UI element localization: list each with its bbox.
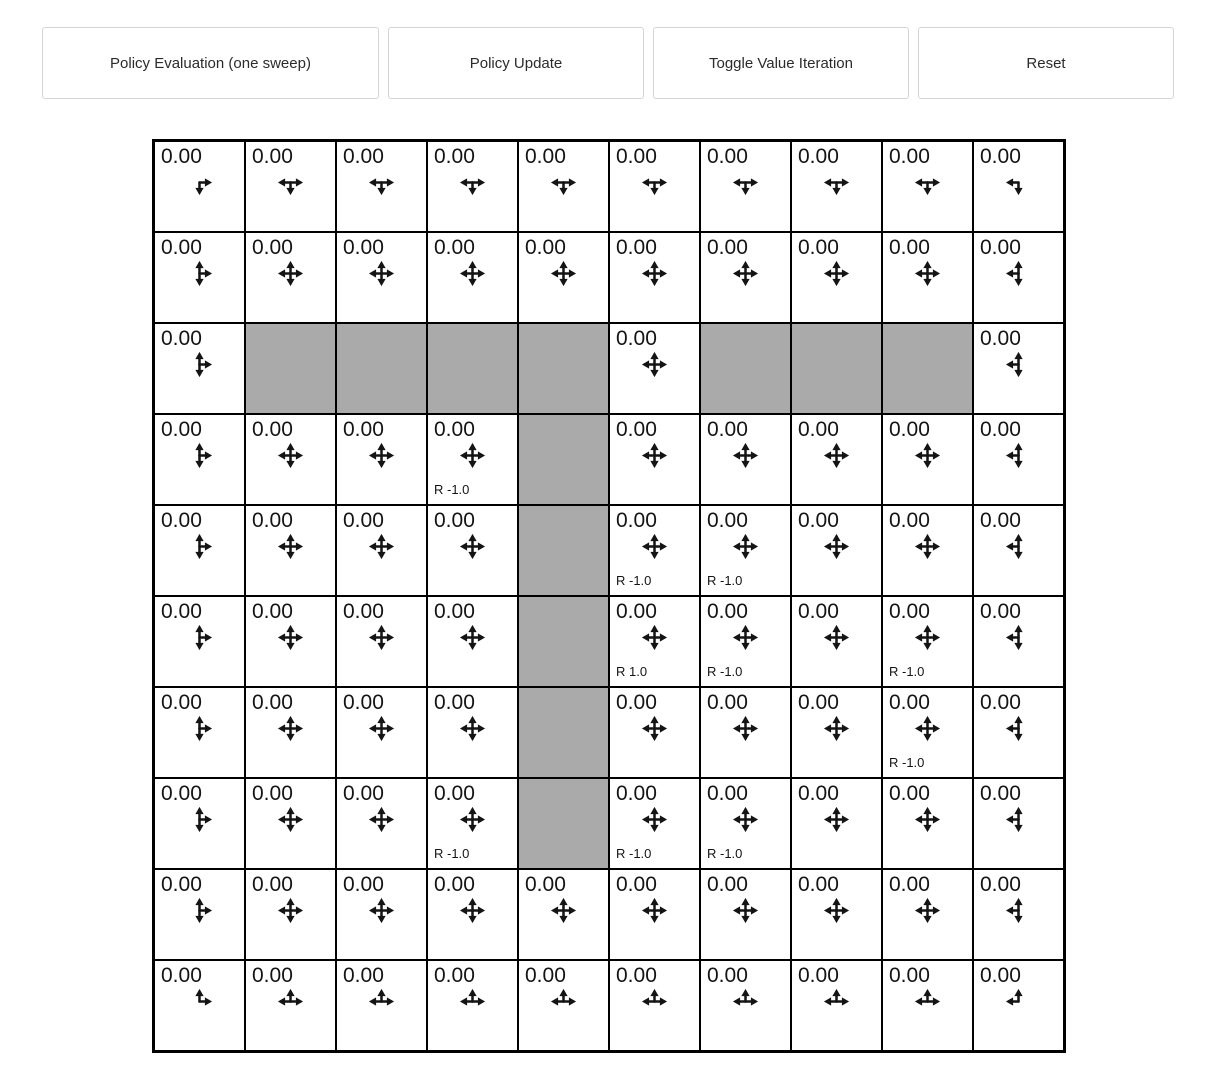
cell-value: 0.00 (616, 145, 657, 168)
arrow-up-down-left-right-icon (641, 260, 668, 287)
grid-cell-r1c0[interactable] (154, 232, 245, 323)
cell-value: 0.00 (161, 964, 202, 987)
cell-value: 0.00 (707, 145, 748, 168)
grid-cell-r0c6[interactable] (700, 141, 791, 232)
arrow-up-down-left-right-icon (641, 806, 668, 833)
cell-value: 0.00 (434, 964, 475, 987)
cell-value: 0.00 (980, 418, 1021, 441)
grid-cell-r7c2[interactable] (336, 778, 427, 869)
grid-cell-r6c8[interactable] (882, 687, 973, 778)
arrow-up-down-left-right-icon (823, 533, 850, 560)
cell-reward-label: R -1.0 (707, 573, 743, 588)
cell-value: 0.00 (434, 691, 475, 714)
cell-value: 0.00 (889, 691, 930, 714)
cell-value: 0.00 (980, 964, 1021, 987)
cell-value: 0.00 (434, 145, 475, 168)
wall-cell-r2c1 (245, 323, 336, 414)
toggle-value-iteration-button[interactable]: Toggle Value Iteration (653, 27, 909, 99)
arrow-up-down-left-right-icon (641, 715, 668, 742)
grid-cell-r1c3[interactable] (427, 232, 518, 323)
cell-value: 0.00 (616, 509, 657, 532)
grid-cell-r1c5[interactable] (609, 232, 700, 323)
grid-cell-r4c3[interactable] (427, 505, 518, 596)
grid-cell-r2c0[interactable] (154, 323, 245, 414)
cell-value: 0.00 (798, 964, 839, 987)
arrow-left-right-up-icon (823, 988, 850, 1015)
policy-evaluation-button[interactable]: Policy Evaluation (one sweep) (42, 27, 379, 99)
cell-value: 0.00 (252, 873, 293, 896)
cell-value: 0.00 (252, 509, 293, 532)
cell-value: 0.00 (707, 782, 748, 805)
wall-cell-r7c4 (518, 778, 609, 869)
grid-cell-r1c7[interactable] (791, 232, 882, 323)
cell-value: 0.00 (889, 418, 930, 441)
cell-value: 0.00 (889, 964, 930, 987)
grid-cell-r4c7[interactable] (791, 505, 882, 596)
grid-cell-r1c1[interactable] (245, 232, 336, 323)
arrow-up-down-left-right-icon (732, 624, 759, 651)
cell-value: 0.00 (616, 600, 657, 623)
grid-cell-r8c6[interactable] (700, 869, 791, 960)
cell-reward-label: R -1.0 (434, 482, 470, 497)
cell-value: 0.00 (434, 509, 475, 532)
arrow-left-down-icon (1005, 169, 1032, 196)
cell-value: 0.00 (252, 418, 293, 441)
cell-value: 0.00 (980, 691, 1021, 714)
arrow-up-down-left-right-icon (459, 715, 486, 742)
arrow-up-down-left-icon (1005, 806, 1032, 833)
arrow-up-down-left-icon (1005, 351, 1032, 378)
cell-value: 0.00 (434, 236, 475, 259)
wall-cell-r6c4 (518, 687, 609, 778)
arrow-up-down-left-right-icon (641, 442, 668, 469)
grid-cell-r0c2[interactable] (336, 141, 427, 232)
arrow-left-right-down-icon (914, 169, 941, 196)
arrow-up-down-left-icon (1005, 533, 1032, 560)
arrow-up-down-left-right-icon (914, 624, 941, 651)
cell-reward-label: R 1.0 (616, 664, 648, 679)
arrow-up-down-left-right-icon (732, 442, 759, 469)
cell-value: 0.00 (161, 145, 202, 168)
cell-value: 0.00 (707, 964, 748, 987)
grid-cell-r9c6[interactable] (700, 960, 791, 1051)
arrow-up-down-left-right-icon (368, 624, 395, 651)
arrow-up-down-left-right-icon (823, 260, 850, 287)
grid-cell-r0c5[interactable] (609, 141, 700, 232)
cell-value: 0.00 (798, 691, 839, 714)
arrow-up-down-right-icon (186, 351, 213, 378)
arrow-up-down-left-icon (1005, 897, 1032, 924)
wall-cell-r2c7 (791, 323, 882, 414)
arrow-up-down-right-icon (186, 442, 213, 469)
arrow-up-down-left-right-icon (368, 806, 395, 833)
arrow-up-down-left-right-icon (368, 715, 395, 742)
cell-value: 0.00 (707, 418, 748, 441)
grid-cell-r5c6[interactable] (700, 596, 791, 687)
arrow-left-right-up-icon (277, 988, 304, 1015)
grid-cell-r9c5[interactable] (609, 960, 700, 1051)
cell-value: 0.00 (343, 418, 384, 441)
arrow-up-down-right-icon (186, 715, 213, 742)
cell-value: 0.00 (616, 782, 657, 805)
grid-cell-r5c2[interactable] (336, 596, 427, 687)
cell-value: 0.00 (707, 509, 748, 532)
cell-value: 0.00 (161, 600, 202, 623)
arrow-up-right-icon (186, 988, 213, 1015)
cell-reward-label: R -1.0 (889, 664, 925, 679)
cell-value: 0.00 (980, 782, 1021, 805)
arrow-left-right-up-icon (368, 988, 395, 1015)
grid-cell-r6c0[interactable] (154, 687, 245, 778)
cell-value: 0.00 (252, 782, 293, 805)
arrow-up-down-right-icon (186, 806, 213, 833)
grid-cell-r9c4[interactable] (518, 960, 609, 1051)
cell-value: 0.00 (343, 964, 384, 987)
arrow-up-down-left-right-icon (368, 533, 395, 560)
grid-cell-r8c0[interactable] (154, 869, 245, 960)
grid-cell-r7c3[interactable] (427, 778, 518, 869)
arrow-left-right-up-icon (641, 988, 668, 1015)
grid-cell-r6c2[interactable] (336, 687, 427, 778)
arrow-left-right-up-icon (732, 988, 759, 1015)
cell-value: 0.00 (889, 782, 930, 805)
cell-value: 0.00 (252, 964, 293, 987)
cell-value: 0.00 (707, 600, 748, 623)
arrow-up-down-right-icon (186, 624, 213, 651)
grid-cell-r9c2[interactable] (336, 960, 427, 1051)
wall-cell-r2c2 (336, 323, 427, 414)
wall-cell-r4c4 (518, 505, 609, 596)
arrow-up-down-left-right-icon (459, 442, 486, 469)
cell-value: 0.00 (980, 600, 1021, 623)
cell-value: 0.00 (525, 145, 566, 168)
arrow-left-right-down-icon (277, 169, 304, 196)
grid-cell-r9c0[interactable] (154, 960, 245, 1051)
arrow-up-down-left-right-icon (459, 624, 486, 651)
grid-cell-r0c1[interactable] (245, 141, 336, 232)
cell-value: 0.00 (161, 509, 202, 532)
cell-value: 0.00 (343, 145, 384, 168)
arrow-up-down-left-right-icon (550, 260, 577, 287)
grid-cell-r9c8[interactable] (882, 960, 973, 1051)
arrow-left-right-up-icon (914, 988, 941, 1015)
cell-value: 0.00 (161, 236, 202, 259)
grid-cell-r2c5[interactable] (609, 323, 700, 414)
arrow-up-down-left-right-icon (914, 715, 941, 742)
grid-cell-r5c9[interactable] (973, 596, 1064, 687)
wall-cell-r2c8 (882, 323, 973, 414)
arrow-left-right-down-icon (823, 169, 850, 196)
cell-reward-label: R -1.0 (616, 573, 652, 588)
arrow-up-down-left-right-icon (459, 897, 486, 924)
arrow-up-down-left-right-icon (368, 897, 395, 924)
grid-cell-r8c1[interactable] (245, 869, 336, 960)
arrow-up-down-left-right-icon (459, 260, 486, 287)
cell-value: 0.00 (798, 873, 839, 896)
cell-value: 0.00 (889, 873, 930, 896)
cell-value: 0.00 (616, 327, 657, 350)
arrow-up-down-left-right-icon (914, 260, 941, 287)
cell-value: 0.00 (343, 873, 384, 896)
cell-value: 0.00 (616, 964, 657, 987)
grid-cell-r5c5[interactable] (609, 596, 700, 687)
arrow-up-down-left-right-icon (732, 715, 759, 742)
grid-cell-r6c3[interactable] (427, 687, 518, 778)
grid-cell-r3c2[interactable] (336, 414, 427, 505)
grid-cell-r1c9[interactable] (973, 232, 1064, 323)
grid-cell-r0c0[interactable] (154, 141, 245, 232)
cell-value: 0.00 (161, 691, 202, 714)
grid-cell-r3c7[interactable] (791, 414, 882, 505)
arrow-up-down-left-icon (1005, 260, 1032, 287)
arrow-up-down-left-right-icon (277, 533, 304, 560)
cell-value: 0.00 (343, 509, 384, 532)
grid-cell-r5c0[interactable] (154, 596, 245, 687)
grid-cell-r0c7[interactable] (791, 141, 882, 232)
wall-cell-r2c4 (518, 323, 609, 414)
grid-cell-r9c9[interactable] (973, 960, 1064, 1051)
grid-cell-r5c8[interactable] (882, 596, 973, 687)
cell-value: 0.00 (889, 236, 930, 259)
arrow-up-down-left-right-icon (914, 806, 941, 833)
arrow-up-down-left-right-icon (641, 533, 668, 560)
wall-cell-r3c4 (518, 414, 609, 505)
arrow-up-down-left-right-icon (277, 260, 304, 287)
cell-value: 0.00 (980, 873, 1021, 896)
cell-value: 0.00 (161, 327, 202, 350)
grid-cell-r2c9[interactable] (973, 323, 1064, 414)
arrow-up-down-left-right-icon (368, 442, 395, 469)
grid-cell-r8c9[interactable] (973, 869, 1064, 960)
cell-value: 0.00 (798, 509, 839, 532)
grid-cell-r5c7[interactable] (791, 596, 882, 687)
grid-cell-r3c5[interactable] (609, 414, 700, 505)
gridworld-grid (152, 139, 1066, 1053)
grid-cell-r6c5[interactable] (609, 687, 700, 778)
grid-cell-r5c3[interactable] (427, 596, 518, 687)
grid-cell-r8c4[interactable] (518, 869, 609, 960)
arrow-left-right-down-icon (732, 169, 759, 196)
cell-value: 0.00 (889, 600, 930, 623)
cell-value: 0.00 (707, 691, 748, 714)
arrow-up-down-left-right-icon (459, 806, 486, 833)
arrow-up-down-left-right-icon (732, 260, 759, 287)
grid-cell-r8c8[interactable] (882, 869, 973, 960)
arrow-up-down-left-right-icon (823, 715, 850, 742)
grid-cell-r6c1[interactable] (245, 687, 336, 778)
grid-cell-r7c1[interactable] (245, 778, 336, 869)
cell-value: 0.00 (889, 145, 930, 168)
cell-value: 0.00 (343, 236, 384, 259)
cell-value: 0.00 (161, 873, 202, 896)
cell-value: 0.00 (707, 873, 748, 896)
arrow-up-down-right-icon (186, 533, 213, 560)
cell-value: 0.00 (798, 782, 839, 805)
arrow-up-down-left-right-icon (823, 806, 850, 833)
arrow-up-down-left-right-icon (641, 351, 668, 378)
arrow-up-down-left-right-icon (277, 806, 304, 833)
arrow-left-right-up-icon (459, 988, 486, 1015)
cell-value: 0.00 (161, 418, 202, 441)
grid-cell-r6c7[interactable] (791, 687, 882, 778)
arrow-up-down-left-right-icon (823, 442, 850, 469)
wall-cell-r2c3 (427, 323, 518, 414)
cell-value: 0.00 (434, 600, 475, 623)
cell-reward-label: R -1.0 (889, 755, 925, 770)
cell-value: 0.00 (616, 236, 657, 259)
cell-value: 0.00 (252, 236, 293, 259)
arrow-up-down-left-right-icon (277, 442, 304, 469)
arrow-left-right-down-icon (550, 169, 577, 196)
cell-value: 0.00 (525, 964, 566, 987)
cell-reward-label: R -1.0 (707, 664, 743, 679)
cell-value: 0.00 (252, 600, 293, 623)
reset-button[interactable]: Reset (918, 27, 1174, 99)
arrow-left-right-down-icon (368, 169, 395, 196)
grid-cell-r7c0[interactable] (154, 778, 245, 869)
arrow-left-right-down-icon (641, 169, 668, 196)
cell-value: 0.00 (980, 509, 1021, 532)
grid-cell-r9c7[interactable] (791, 960, 882, 1051)
cell-value: 0.00 (798, 236, 839, 259)
grid-cell-r3c1[interactable] (245, 414, 336, 505)
cell-reward-label: R -1.0 (707, 846, 743, 861)
grid-cell-r4c9[interactable] (973, 505, 1064, 596)
cell-value: 0.00 (252, 145, 293, 168)
policy-update-button[interactable]: Policy Update (388, 27, 644, 99)
cell-value: 0.00 (616, 873, 657, 896)
arrow-up-down-left-icon (1005, 624, 1032, 651)
grid-cell-r1c2[interactable] (336, 232, 427, 323)
grid-cell-r0c8[interactable] (882, 141, 973, 232)
grid-cell-r7c6[interactable] (700, 778, 791, 869)
arrow-left-right-up-icon (550, 988, 577, 1015)
grid-cell-r1c8[interactable] (882, 232, 973, 323)
arrow-up-down-left-right-icon (914, 533, 941, 560)
arrow-up-down-left-right-icon (641, 897, 668, 924)
grid-cell-r5c1[interactable] (245, 596, 336, 687)
grid-cell-r0c3[interactable] (427, 141, 518, 232)
grid-cell-r6c6[interactable] (700, 687, 791, 778)
grid-cell-r3c8[interactable] (882, 414, 973, 505)
grid-cell-r4c2[interactable] (336, 505, 427, 596)
cell-value: 0.00 (434, 782, 475, 805)
arrow-up-down-left-right-icon (732, 897, 759, 924)
cell-value: 0.00 (980, 236, 1021, 259)
grid-cell-r4c6[interactable] (700, 505, 791, 596)
cell-value: 0.00 (434, 418, 475, 441)
grid-cell-r9c3[interactable] (427, 960, 518, 1051)
grid-cell-r7c5[interactable] (609, 778, 700, 869)
grid-cell-r4c5[interactable] (609, 505, 700, 596)
grid-cell-r7c7[interactable] (791, 778, 882, 869)
cell-value: 0.00 (525, 873, 566, 896)
arrow-up-down-right-icon (186, 897, 213, 924)
arrow-up-down-left-right-icon (732, 533, 759, 560)
grid-cell-r4c0[interactable] (154, 505, 245, 596)
grid-cell-r3c9[interactable] (973, 414, 1064, 505)
cell-value: 0.00 (707, 236, 748, 259)
cell-value: 0.00 (343, 691, 384, 714)
arrow-left-right-down-icon (459, 169, 486, 196)
arrow-up-down-left-icon (1005, 715, 1032, 742)
cell-value: 0.00 (525, 236, 566, 259)
cell-reward-label: R -1.0 (616, 846, 652, 861)
grid-cell-r4c8[interactable] (882, 505, 973, 596)
grid-cell-r3c3[interactable] (427, 414, 518, 505)
arrow-up-down-left-right-icon (550, 897, 577, 924)
grid-cell-r1c6[interactable] (700, 232, 791, 323)
cell-value: 0.00 (161, 782, 202, 805)
cell-value: 0.00 (252, 691, 293, 714)
arrow-up-down-left-right-icon (641, 624, 668, 651)
grid-cell-r6c9[interactable] (973, 687, 1064, 778)
cell-value: 0.00 (343, 600, 384, 623)
grid-cell-r7c9[interactable] (973, 778, 1064, 869)
cell-value: 0.00 (343, 782, 384, 805)
wall-cell-r5c4 (518, 596, 609, 687)
wall-cell-r2c6 (700, 323, 791, 414)
cell-value: 0.00 (889, 509, 930, 532)
toolbar (42, 27, 1174, 99)
grid-cell-r3c6[interactable] (700, 414, 791, 505)
grid-cell-r0c9[interactable] (973, 141, 1064, 232)
arrow-up-down-left-right-icon (368, 260, 395, 287)
arrow-up-down-left-right-icon (459, 533, 486, 560)
grid-cell-r1c4[interactable] (518, 232, 609, 323)
cell-value: 0.00 (798, 600, 839, 623)
cell-value: 0.00 (980, 327, 1021, 350)
grid-cell-r9c1[interactable] (245, 960, 336, 1051)
grid-cell-r8c3[interactable] (427, 869, 518, 960)
arrow-up-down-left-icon (1005, 442, 1032, 469)
arrow-up-down-right-icon (186, 260, 213, 287)
arrow-down-right-icon (186, 169, 213, 196)
cell-value: 0.00 (616, 691, 657, 714)
grid-cell-r8c5[interactable] (609, 869, 700, 960)
arrow-up-down-left-right-icon (277, 624, 304, 651)
arrow-up-down-left-right-icon (914, 442, 941, 469)
grid-cell-r8c7[interactable] (791, 869, 882, 960)
grid-cell-r7c8[interactable] (882, 778, 973, 869)
grid-cell-r3c0[interactable] (154, 414, 245, 505)
cell-value: 0.00 (798, 145, 839, 168)
cell-value: 0.00 (616, 418, 657, 441)
grid-cell-r4c1[interactable] (245, 505, 336, 596)
cell-value: 0.00 (980, 145, 1021, 168)
grid-cell-r0c4[interactable] (518, 141, 609, 232)
arrow-up-down-left-right-icon (277, 715, 304, 742)
arrow-up-down-left-right-icon (277, 897, 304, 924)
arrow-up-down-left-right-icon (914, 897, 941, 924)
arrow-up-down-left-right-icon (732, 806, 759, 833)
cell-reward-label: R -1.0 (434, 846, 470, 861)
cell-value: 0.00 (798, 418, 839, 441)
grid-cell-r8c2[interactable] (336, 869, 427, 960)
arrow-up-left-icon (1005, 988, 1032, 1015)
arrow-up-down-left-right-icon (823, 624, 850, 651)
cell-value: 0.00 (434, 873, 475, 896)
arrow-up-down-left-right-icon (823, 897, 850, 924)
